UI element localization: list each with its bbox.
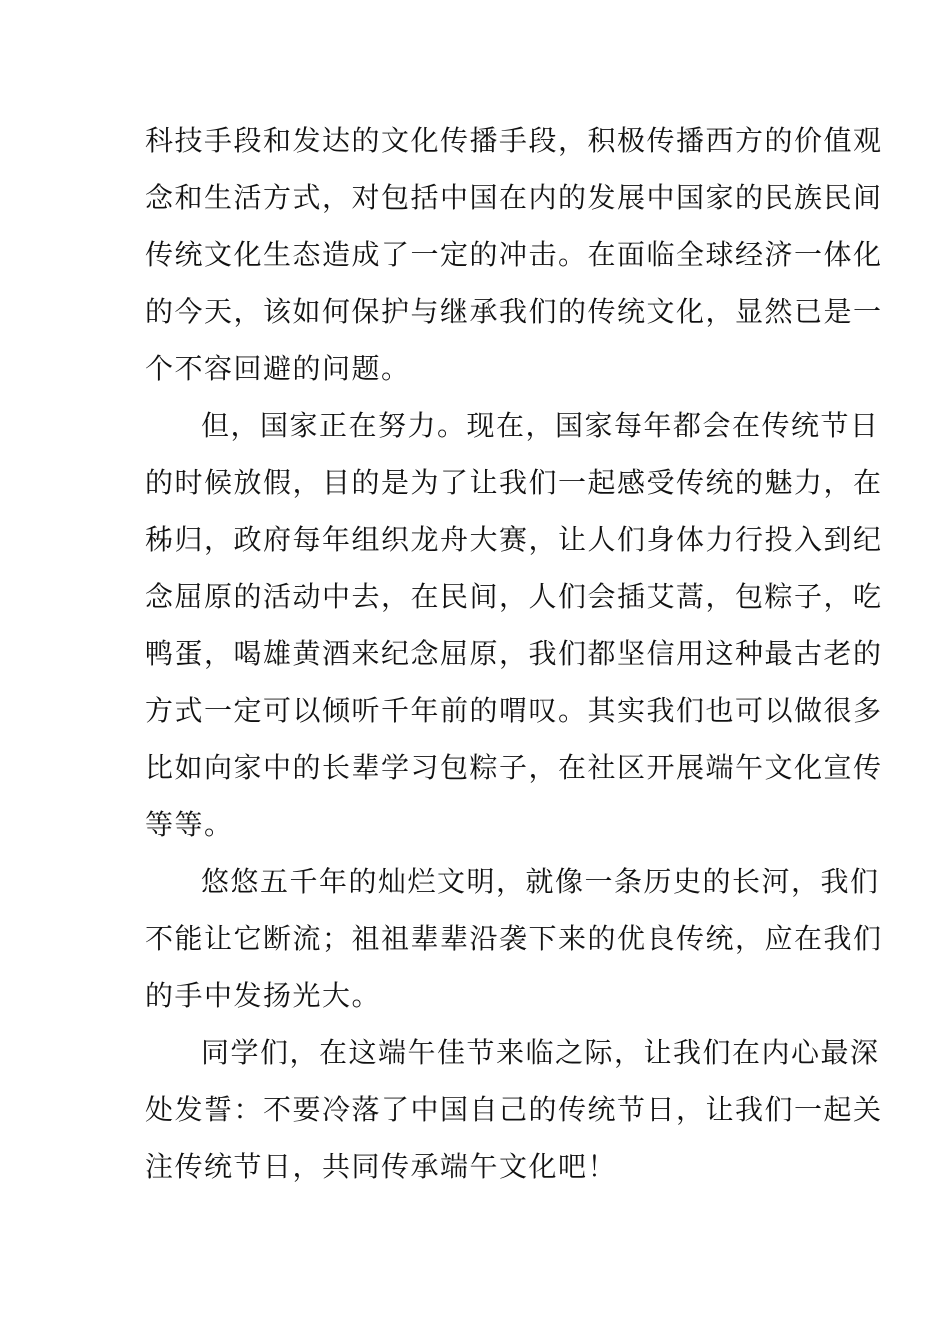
paragraph-line: 比如向家中的长辈学习包粽子，在社区开展端午文化宣传 (145, 751, 883, 784)
paragraph-line: 念屈原的活动中去，在民间，人们会插艾蒿，包粽子，吃 (145, 580, 883, 613)
paragraph-line: 传统文化生态造成了一定的冲击。在面临全球经济一体化 (145, 238, 883, 271)
paragraph-line: 秭归，政府每年组织龙舟大赛，让人们身体力行投入到纪 (145, 523, 883, 556)
paragraph-line: 悠悠五千年的灿烂文明，就像一条历史的长河，我们 (201, 865, 880, 898)
paragraph-4 (145, 1024, 883, 1195)
paragraph-line: 念和生活方式，对包括中国在内的发展中国家的民族民间 (145, 181, 883, 214)
paragraph-1 (145, 112, 883, 397)
paragraph-2 (145, 397, 883, 853)
paragraph-line: 等等。 (145, 808, 234, 841)
paragraph-line: 科技手段和发达的文化传播手段，积极传播西方的价值观 (145, 124, 883, 157)
paragraph-line: 个不容回避的问题。 (145, 352, 411, 385)
paragraph-line: 鸭蛋，喝雄黄酒来纪念屈原，我们都坚信用这种最古老的 (145, 637, 883, 670)
paragraph-line: 注传统节日，共同传承端午文化吧！ (145, 1150, 618, 1183)
paragraph-line: 不能让它断流；祖祖辈辈沿袭下来的优良传统，应在我们 (145, 922, 883, 955)
paragraph-line: 的今天，该如何保护与继承我们的传统文化，显然已是一 (145, 295, 883, 328)
paragraph-line: 的时候放假，目的是为了让我们一起感受传统的魅力，在 (145, 466, 883, 499)
paragraph-line: 同学们，在这端午佳节来临之际，让我们在内心最深 (201, 1036, 880, 1069)
paragraph-line: 方式一定可以倾听千年前的喟叹。其实我们也可以做很多 (145, 694, 883, 727)
paragraph-line: 的手中发扬光大。 (145, 979, 382, 1012)
paragraph-line: 处发誓：不要冷落了中国自己的传统节日，让我们一起关 (145, 1093, 883, 1126)
paragraph-line: 但，国家正在努力。现在，国家每年都会在传统节日 (201, 409, 880, 442)
paragraph-3 (145, 853, 883, 1024)
